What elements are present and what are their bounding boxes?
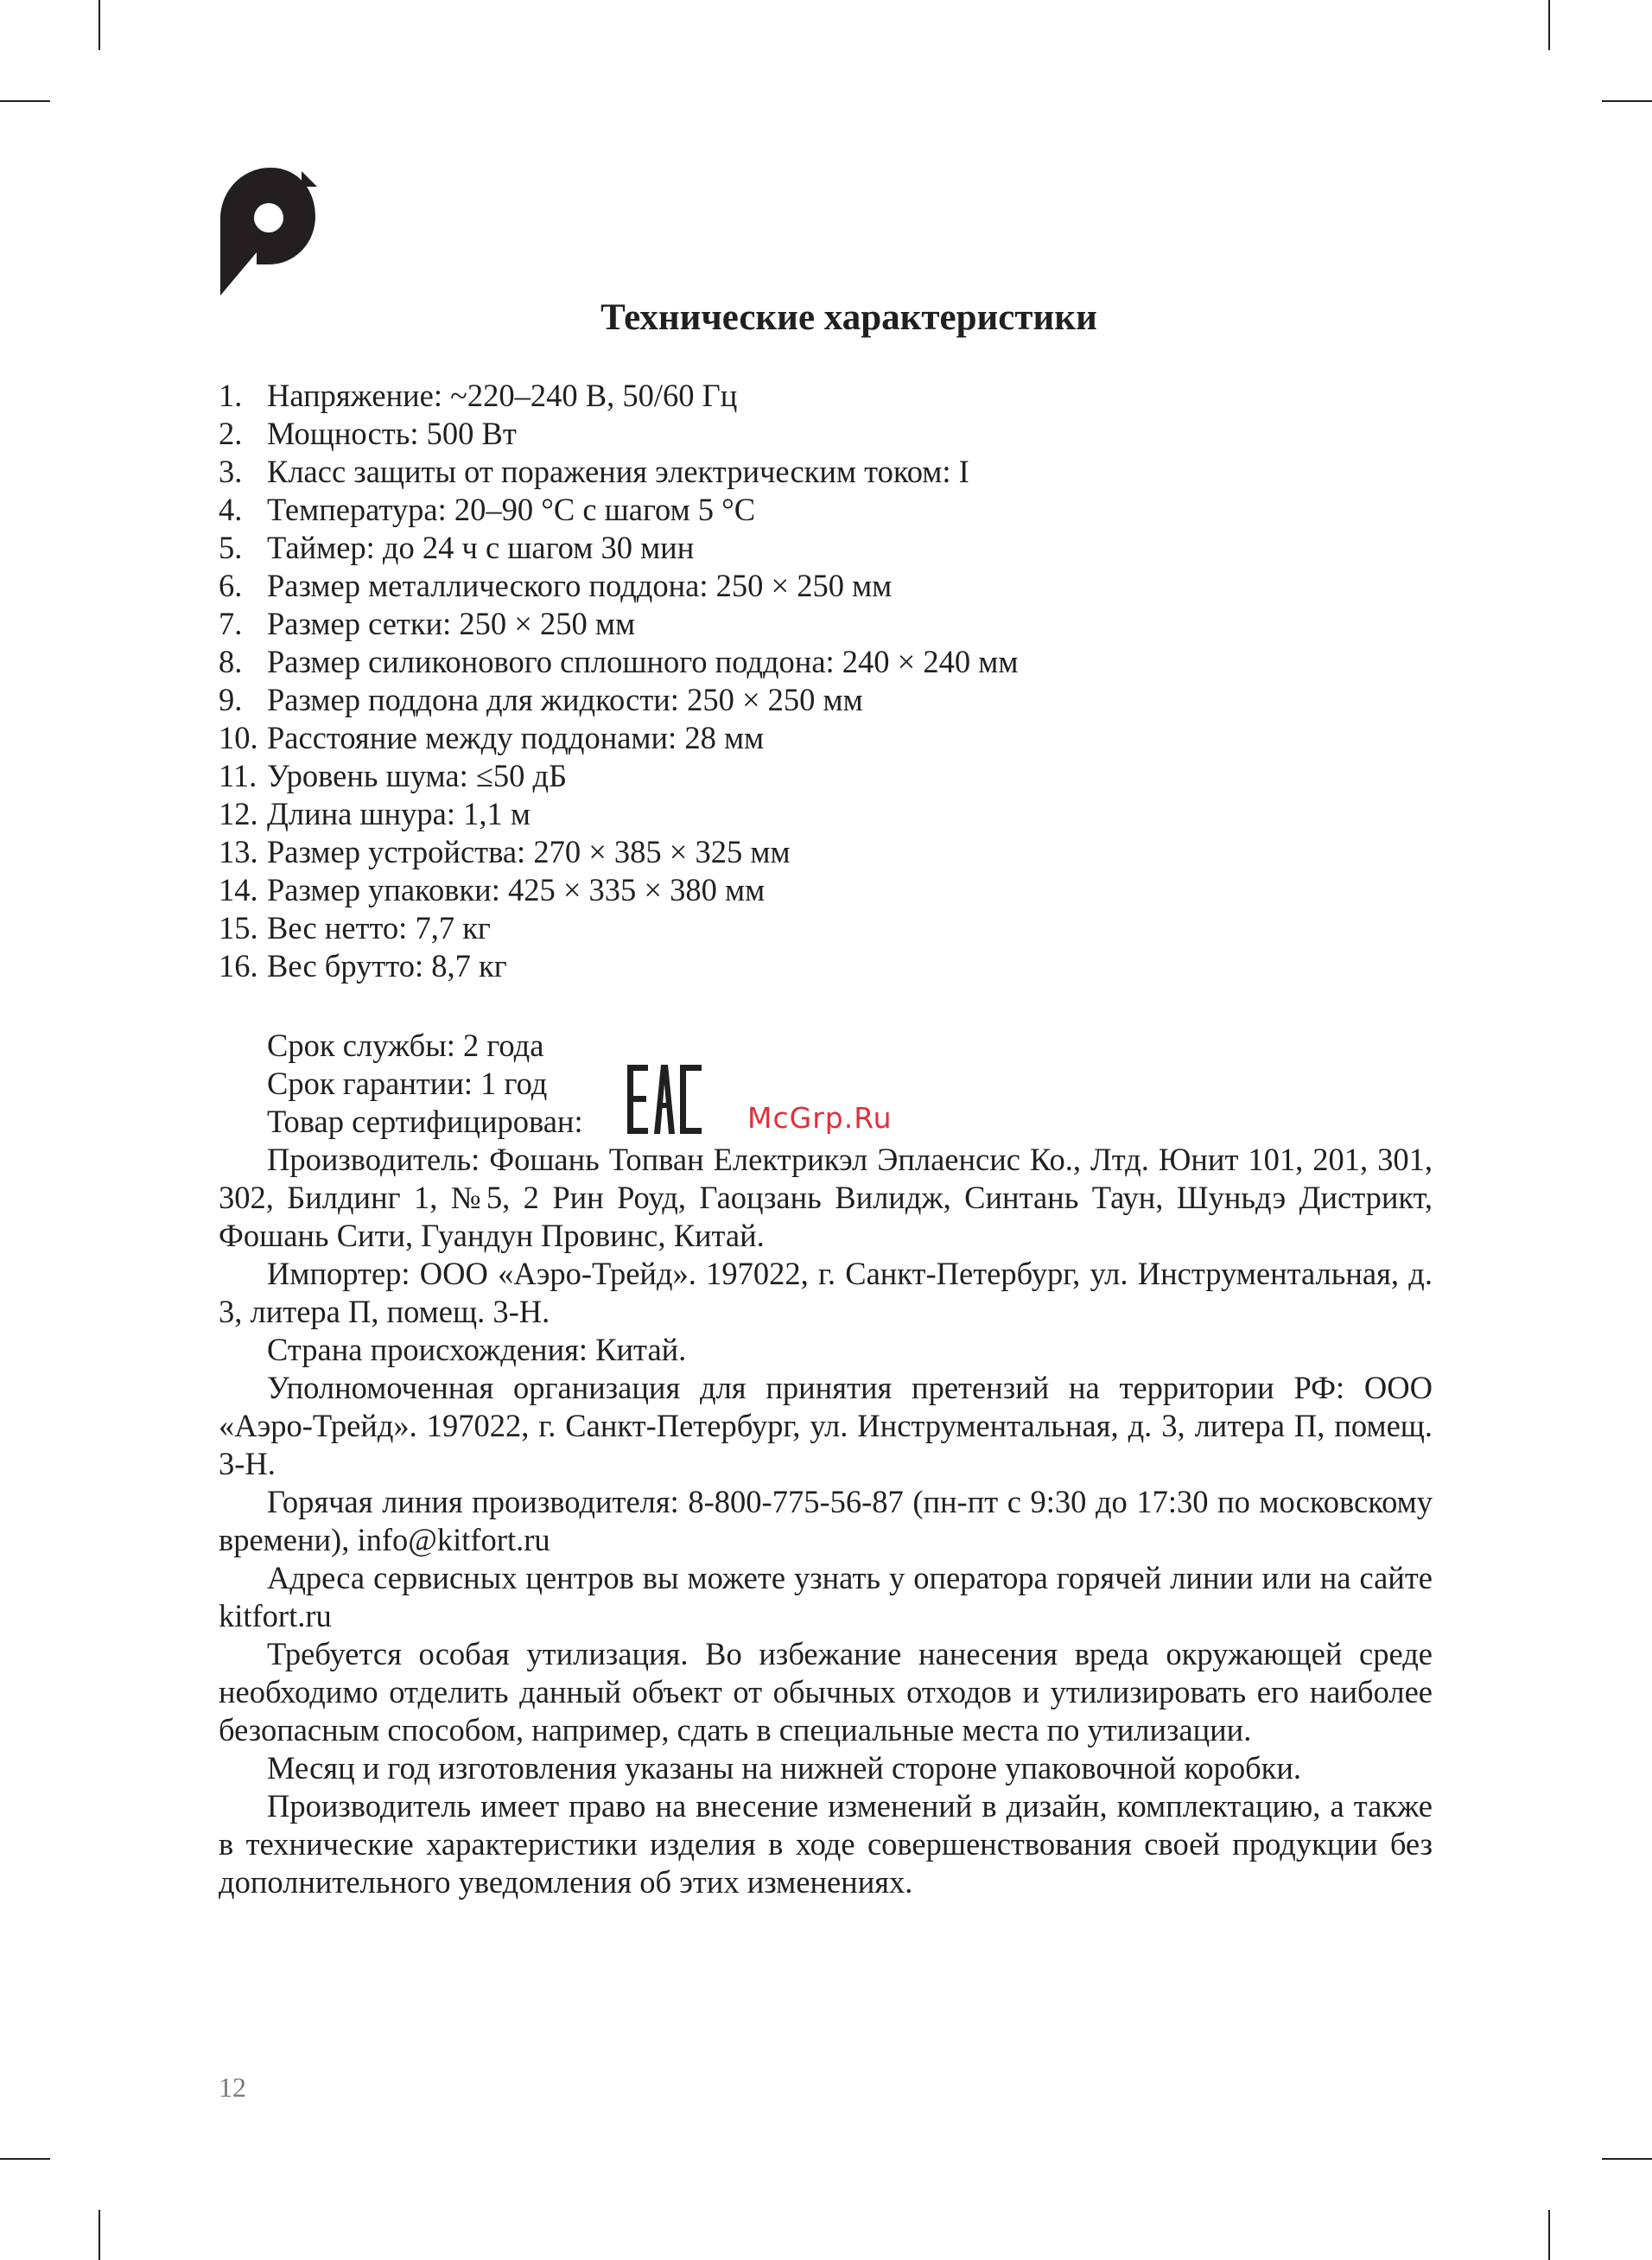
list-item	[219, 871, 1428, 909]
list-item-number: 4.	[219, 492, 243, 527]
list-item-text: Вес нетто: 7,7 кг	[267, 910, 491, 945]
list-item-number: 14.	[219, 872, 258, 907]
list-item-number: 6.	[219, 568, 243, 603]
paragraph: Уполномоченная организация для принятия претензий на территории РФ: ООО «Аэро-Трейд». 197022, г. Санкт-Петербург, ул. Инструментальная, д. 3, литера П, помещ. 3-Н.	[219, 1370, 1433, 1481]
list-item-text: Размер силиконового сплошного поддона: 240 × 240 мм	[267, 644, 1019, 679]
crop-mark	[1602, 100, 1652, 102]
info-section	[219, 1027, 1433, 1901]
list-item-text: Расстояние между поддонами: 28 мм	[267, 720, 765, 755]
list-item	[219, 377, 1428, 415]
list-item-number: 13.	[219, 834, 258, 869]
eac-mark-icon	[627, 1065, 702, 1134]
list-item-number: 10.	[219, 720, 258, 755]
list-item-text: Напряжение: ~220–240 В, 50/60 Гц	[267, 378, 738, 413]
paragraph: Адреса сервисных центров вы можете узнать у оператора горячей линии или на сайте kitfort.ru	[219, 1560, 1433, 1633]
crop-mark	[98, 2210, 100, 2260]
list-item	[219, 415, 1428, 453]
list-item	[219, 909, 1428, 947]
list-item-text: Класс защиты от поражения электрическим током: I	[267, 454, 969, 489]
paragraph: Производитель имеет право на внесение изменений в дизайн, комплектацию, а также в технические характеристики изделия в ходе совершенствования своей продукции без дополнительного уведомления об этих изменениях.	[219, 1788, 1433, 1900]
list-item	[219, 567, 1428, 605]
list-item-number: 7.	[219, 606, 243, 641]
crop-mark	[0, 100, 50, 102]
list-item-text: Размер устройства: 270 × 385 × 325 мм	[267, 834, 791, 869]
crop-mark	[1548, 0, 1550, 50]
list-item-number: 16.	[219, 948, 258, 984]
list-item-text: Вес брутто: 8,7 кг	[267, 948, 507, 984]
list-item	[219, 757, 1428, 795]
list-item-number: 3.	[219, 454, 243, 489]
list-item	[219, 681, 1428, 719]
paragraph: Месяц и год изготовления указаны на нижней стороне упаковочной коробки.	[267, 1750, 1302, 1786]
list-item-number: 8.	[219, 644, 243, 679]
list-item-number: 1.	[219, 378, 243, 413]
list-item	[219, 833, 1428, 871]
list-item-number: 12.	[219, 796, 258, 831]
certification-label: Товар сертифицирован:	[267, 1104, 583, 1139]
list-item	[219, 719, 1428, 757]
list-item-text: Температура: 20–90 °C с шагом 5 °C	[267, 492, 756, 527]
list-item-number: 5.	[219, 530, 243, 565]
paragraph: Производитель: Фошань Топван Електрикэл Эплаенсис Ко., Лтд. Юнит 101, 201, 301, 302, Билдинг 1, №5, 2 Рин Роуд, Гаоцзань Вилидж, Синтань Таун, Шуньдэ Дистрикт, Фошань Сити, Гуандун Провинс, Китай.	[219, 1142, 1433, 1253]
brand-logo-icon	[219, 166, 317, 296]
list-item	[219, 491, 1428, 529]
list-item-text: Таймер: до 24 ч с шагом 30 мин	[267, 530, 695, 565]
list-item	[219, 795, 1428, 833]
paragraph: Страна происхождения: Китай.	[267, 1332, 687, 1367]
list-item	[219, 529, 1428, 567]
spec-list	[219, 377, 1428, 985]
paragraph: Требуется особая утилизация. Во избежание нанесения вреда окружающей среде необходимо отделить данный объект от обычных отходов и утилизировать его наиболее безопасным способом, например, сдать в специальные места по утилизации.	[219, 1636, 1433, 1748]
page-title: Технические характеристики	[600, 297, 1097, 338]
warranty: Срок гарантии: 1 год	[267, 1066, 548, 1101]
watermark: McGrp.Ru	[747, 1101, 893, 1135]
list-item-number: 15.	[219, 910, 258, 945]
list-item-number: 11.	[219, 758, 257, 793]
page-number: 12	[219, 2072, 246, 2103]
crop-mark	[0, 2158, 50, 2160]
list-item-text: Уровень шума: ≤50 дБ	[267, 758, 568, 793]
certification-row	[219, 1103, 1433, 1141]
list-item	[219, 453, 1428, 491]
list-item-text: Размер поддона для жидкости: 250 × 250 мм	[267, 682, 863, 717]
crop-mark	[1548, 2210, 1550, 2260]
list-item	[219, 605, 1428, 643]
list-item-text: Размер сетки: 250 × 250 мм	[267, 606, 636, 641]
paragraph: Импортер: ООО «Аэро-Трейд». 197022, г. Санкт-Петербург, ул. Инструментальная, д. 3, литера П, помещ. 3-Н.	[219, 1256, 1433, 1329]
crop-mark	[98, 0, 100, 50]
list-item	[219, 947, 1428, 985]
list-item-text: Размер металлического поддона: 250 × 250 мм	[267, 568, 893, 603]
list-item-text: Мощность: 500 Вт	[267, 416, 517, 451]
list-item	[219, 643, 1428, 681]
paragraph: Горячая линия производителя: 8-800-775-56-87 (пн-пт с 9:30 до 17:30 по московскому времени), info@kitfort.ru	[219, 1484, 1433, 1557]
crop-mark	[1602, 2158, 1652, 2160]
list-item-number: 2.	[219, 416, 243, 451]
list-item-number: 9.	[219, 682, 243, 717]
list-item-text: Размер упаковки: 425 × 335 × 380 мм	[267, 872, 766, 907]
service-life: Срок службы: 2 года	[267, 1028, 544, 1063]
list-item-text: Длина шнура: 1,1 м	[267, 796, 531, 831]
